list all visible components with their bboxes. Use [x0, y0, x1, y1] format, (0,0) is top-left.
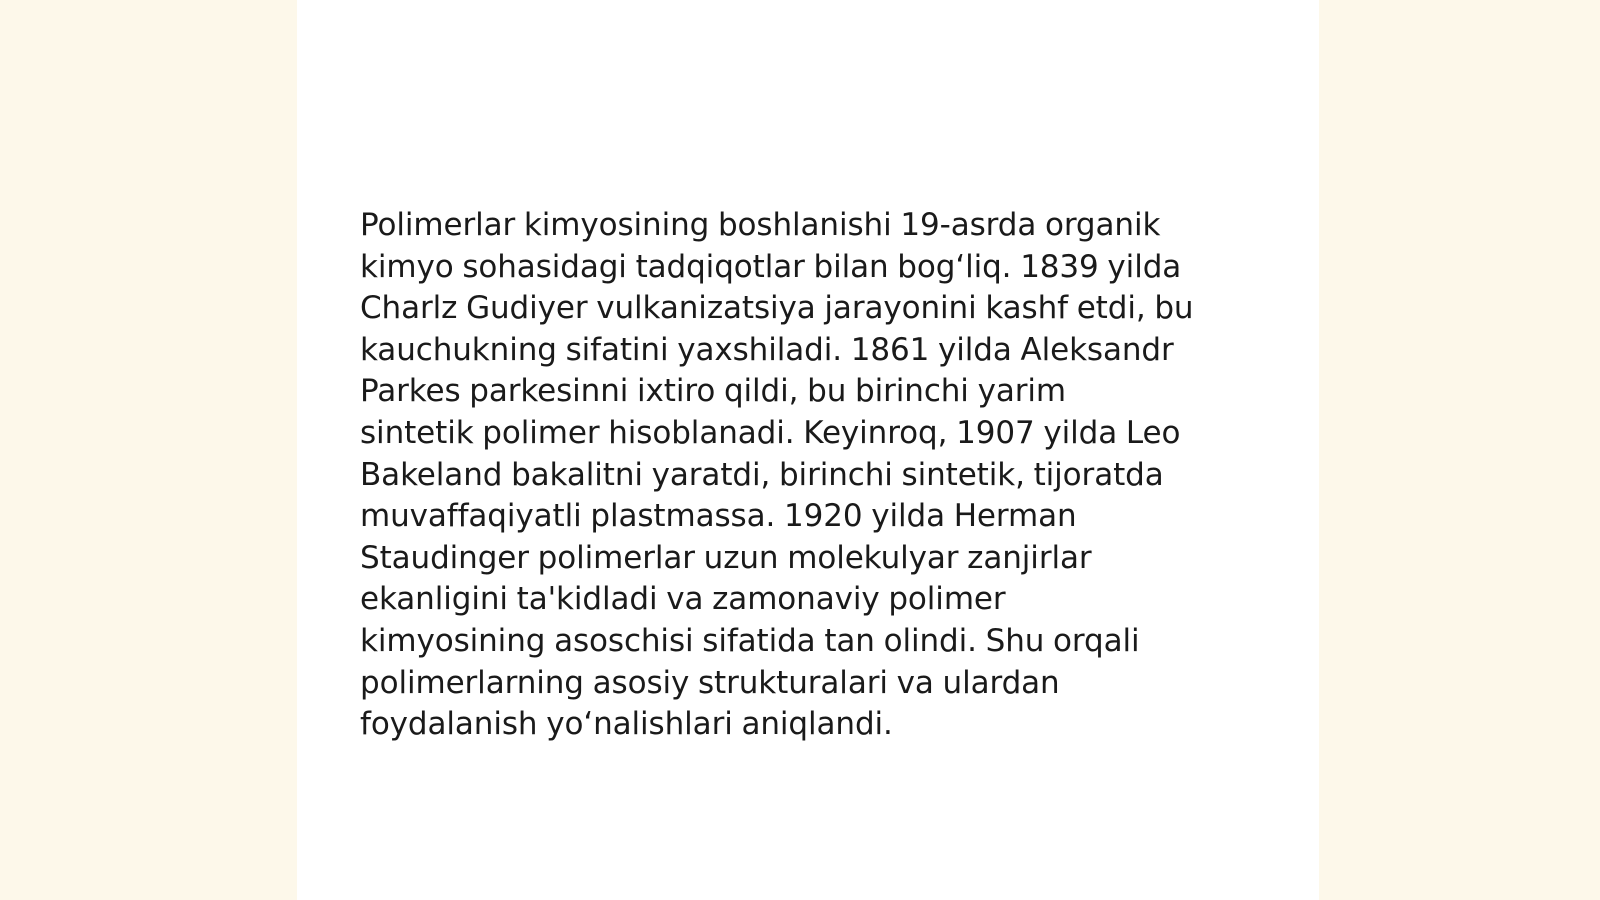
paragraph-line: Polimerlar kimyosining boshlanishi 19-asrda organik: [360, 207, 1161, 243]
paragraph-line: polimerlarning asosiy strukturalari va ulardan: [360, 664, 1060, 701]
paragraph-line: foydalanish yo‘nalishlari aniqlandi.: [360, 706, 893, 743]
paragraph-line: kimyo sohasidagi tadqiqotlar bilan bog‘liq. 1839 yilda: [360, 248, 1182, 285]
paragraph-line: ekanligini ta'kidladi va zamonaviy polimer: [360, 581, 1006, 618]
paragraph-line: Bakeland bakalitni yaratdi, birinchi sintetik, tijoratda: [360, 456, 1164, 493]
slide-paragraph: [360, 205, 1260, 746]
paragraph-line: Parkes parkesinni ixtiro qildi, bu birinchi yarim: [360, 373, 1066, 410]
paragraph-line: Charlz Gudiyer vulkanizatsiya jarayonini kashf etdi, bu: [360, 290, 1194, 327]
paragraph-line: kimyosining asoschisi sifatida tan olindi. Shu orqali: [360, 622, 1140, 659]
paragraph-line: kauchukning sifatini yaxshiladi. 1861 yilda Aleksandr: [360, 331, 1174, 368]
paragraph-line: Staudinger polimerlar uzun molekulyar zanjirlar: [360, 539, 1092, 576]
slide: [297, 0, 1319, 900]
paragraph-line: muvaffaqiyatli plastmassa. 1920 yilda Herman: [360, 498, 1077, 535]
paragraph-line: sintetik polimer hisoblanadi. Keyinroq, 1907 yilda Leo: [360, 414, 1181, 451]
